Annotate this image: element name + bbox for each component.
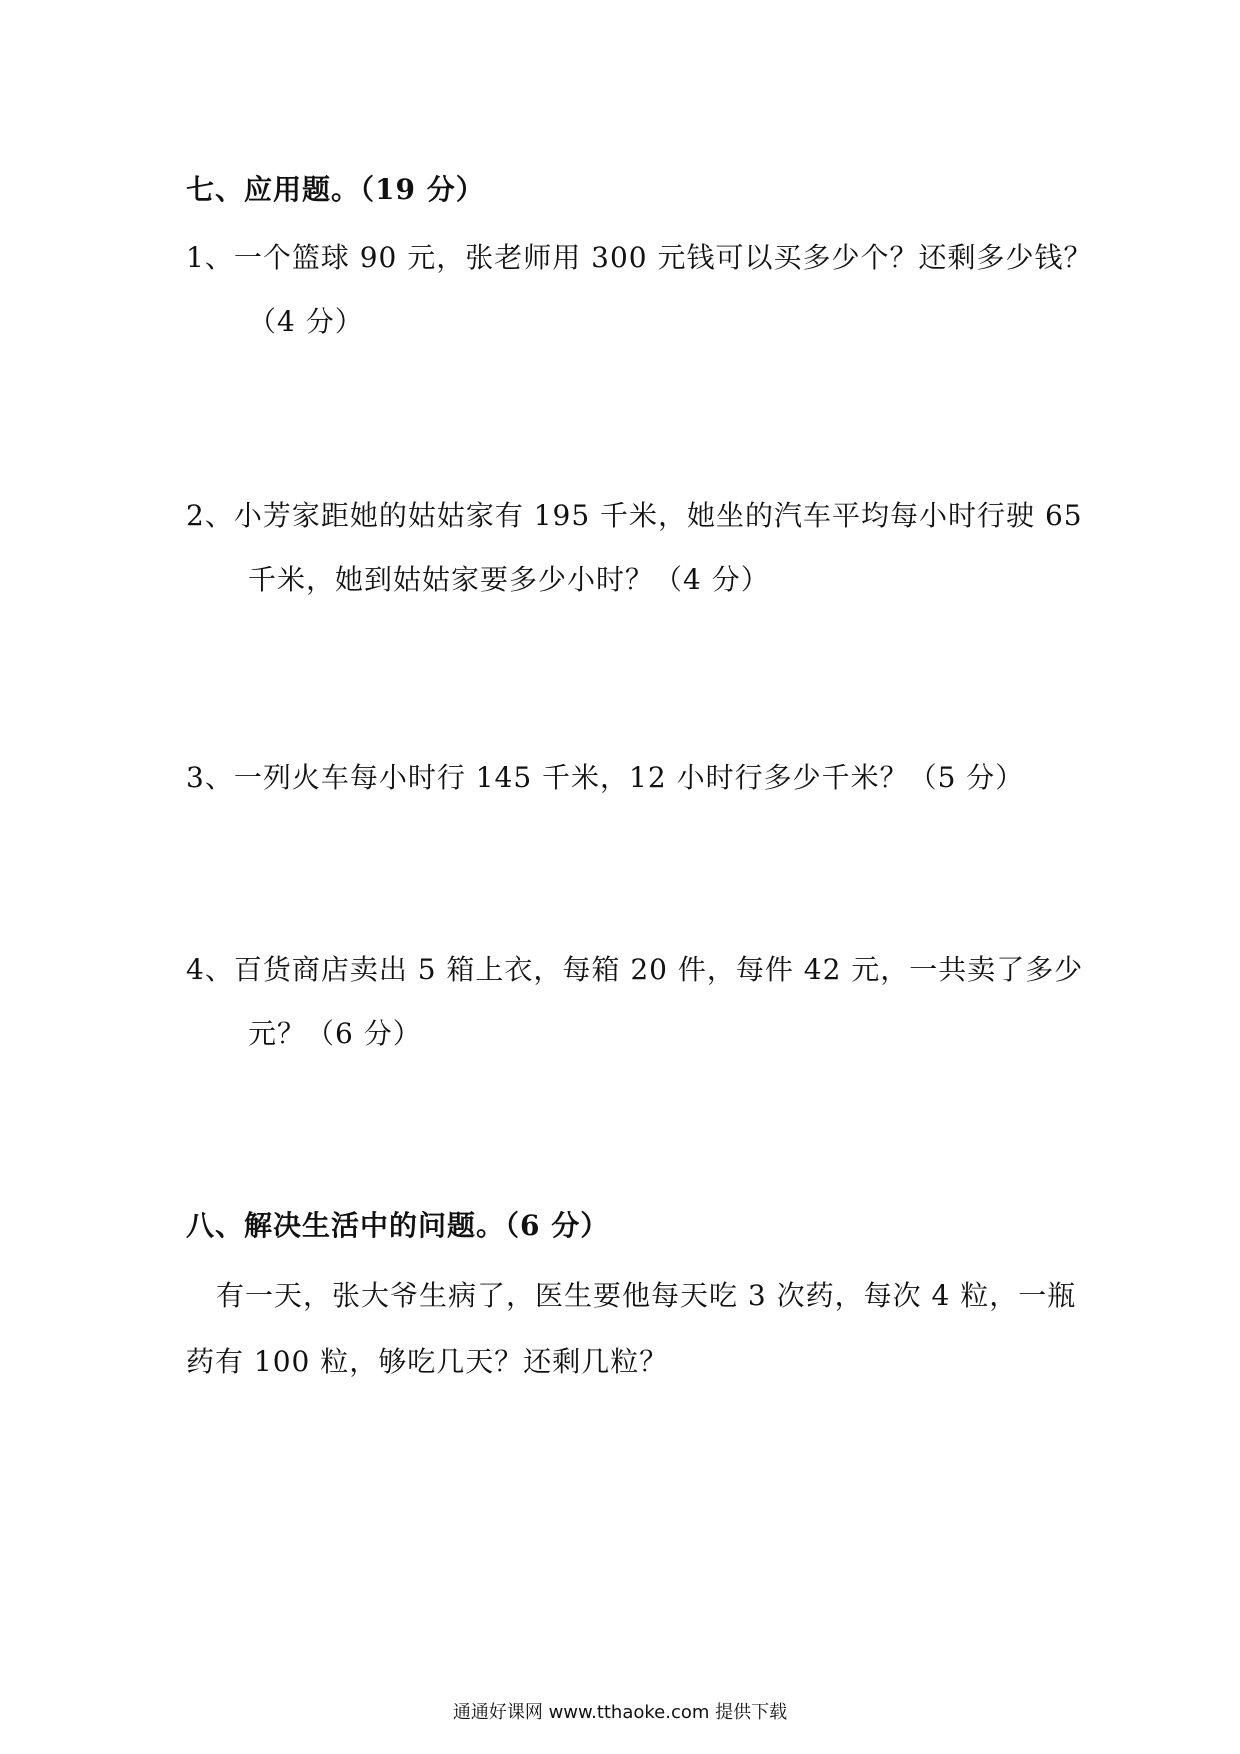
section-8-line-2: 药有 100 粒，够吃几天？还剩几粒？ <box>186 1345 669 1378</box>
question-1-line-1: 1、一个篮球 90 元，张老师用 300 元钱可以买多少个？还剩多少钱？ <box>186 241 1093 274</box>
question-2-line-2: 千米，她到姑姑家要多少小时？（4 分） <box>248 563 770 596</box>
section-8-title: 八、解决生活中的问题。（6 分） <box>186 1209 610 1242</box>
section-8-line-1: 有一天，张大爷生病了，医生要他每天吃 3 次药，每次 4 粒，一瓶 <box>216 1279 1077 1312</box>
question-4-line-1: 4、百货商店卖出 5 箱上衣，每箱 20 件，每件 42 元，一共卖了多少 <box>186 953 1084 986</box>
question-2-line-1: 2、小芳家距她的姑姑家有 195 千米，她坐的汽车平均每小时行驶 65 <box>186 499 1083 532</box>
question-3-line-1: 3、一列火车每小时行 145 千米，12 小时行多少千米？（5 分） <box>186 761 1025 794</box>
question-1-line-2: （4 分） <box>248 305 364 338</box>
footer-source: 通通好课网 www.tthaoke.com 提供下载 <box>452 1702 788 1723</box>
question-4-line-2: 元？（6 分） <box>248 1017 422 1050</box>
section-7-title: 七、应用题。（19 分） <box>186 173 485 206</box>
